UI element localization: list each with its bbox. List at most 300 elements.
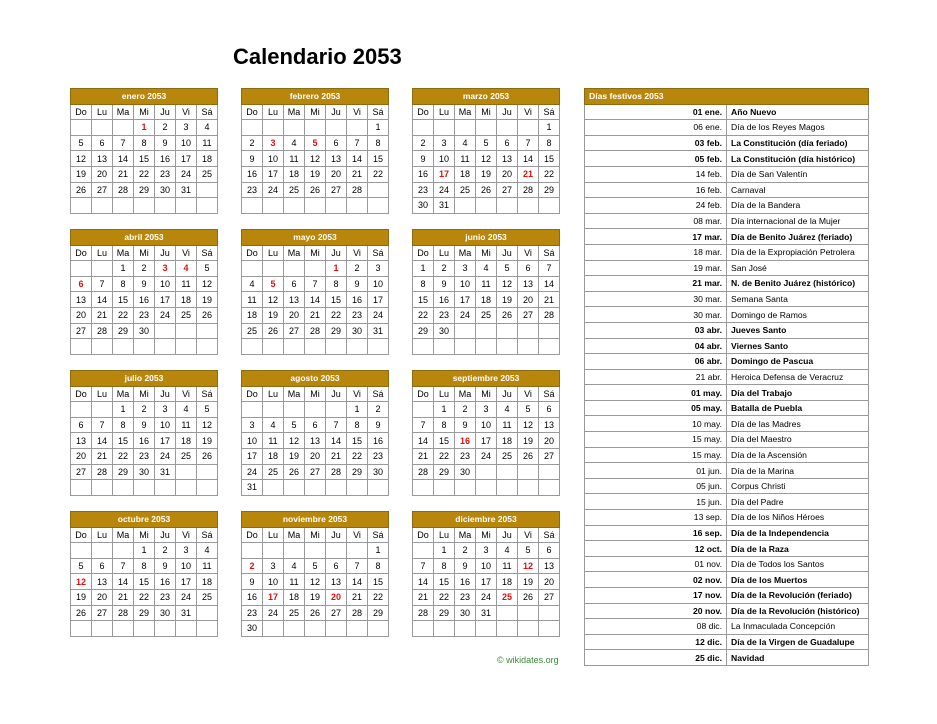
day-cell: 9: [155, 135, 176, 151]
day-cell: [497, 480, 518, 496]
day-cell: 17: [368, 292, 389, 308]
day-cell: [92, 120, 113, 136]
day-cell: 6: [326, 135, 347, 151]
holiday-date: 01 nov.: [585, 556, 727, 572]
holidays-header: Días festivos 2053: [585, 89, 869, 105]
day-cell: 11: [497, 417, 518, 433]
holiday-date: 05 feb.: [585, 151, 727, 167]
day-cell: [476, 464, 497, 480]
day-cell: 5: [263, 276, 284, 292]
day-cell: 16: [242, 166, 263, 182]
holiday-date: 12 dic.: [585, 634, 727, 650]
day-cell: [155, 323, 176, 339]
day-cell: 21: [413, 448, 434, 464]
weekday-header: Lu: [92, 386, 113, 402]
holiday-date: 05 may.: [585, 400, 727, 416]
day-cell: [368, 480, 389, 496]
day-cell: 24: [176, 166, 197, 182]
weekday-header: Mi: [305, 104, 326, 120]
holiday-date: 08 mar.: [585, 213, 727, 229]
day-cell: 6: [71, 417, 92, 433]
weekday-header: Lu: [92, 527, 113, 543]
weekday-header: Ma: [284, 386, 305, 402]
day-cell: 14: [305, 292, 326, 308]
day-cell: 4: [197, 543, 218, 559]
weekday-header: Do: [413, 386, 434, 402]
holiday-row: [585, 120, 869, 136]
weekday-header: Ma: [455, 386, 476, 402]
day-cell: 9: [455, 417, 476, 433]
day-cell: 19: [71, 166, 92, 182]
day-cell: [476, 480, 497, 496]
holiday-name: Día de los Reyes Magos: [727, 120, 869, 136]
day-cell: [518, 120, 539, 136]
day-cell: 4: [176, 261, 197, 277]
day-cell: [113, 120, 134, 136]
holiday-row: [585, 260, 869, 276]
weekday-header: Sá: [368, 245, 389, 261]
day-cell: [113, 621, 134, 637]
day-cell: 22: [113, 307, 134, 323]
day-cell: 24: [476, 589, 497, 605]
day-cell: 6: [539, 402, 560, 418]
day-cell: 4: [476, 261, 497, 277]
day-cell: 19: [497, 292, 518, 308]
day-cell: [242, 543, 263, 559]
holiday-date: 01 jun.: [585, 463, 727, 479]
day-cell: 17: [155, 433, 176, 449]
day-cell: 19: [476, 166, 497, 182]
day-cell: [413, 621, 434, 637]
day-cell: 20: [326, 589, 347, 605]
day-cell: 24: [263, 605, 284, 621]
day-cell: 1: [347, 402, 368, 418]
month-calendar: [241, 370, 389, 496]
weekday-header: Ju: [326, 104, 347, 120]
day-cell: 22: [539, 166, 560, 182]
holiday-name: La Constitución (día feriado): [727, 135, 869, 151]
day-cell: [263, 198, 284, 214]
day-cell: 3: [263, 558, 284, 574]
day-cell: [92, 339, 113, 355]
weekday-header: Ju: [497, 245, 518, 261]
weekday-header: Vi: [176, 386, 197, 402]
day-cell: 16: [434, 292, 455, 308]
day-cell: 11: [176, 276, 197, 292]
day-cell: [176, 464, 197, 480]
day-cell: [497, 464, 518, 480]
day-cell: 5: [197, 261, 218, 277]
day-cell: 26: [197, 307, 218, 323]
day-cell: [284, 480, 305, 496]
day-cell: 10: [263, 574, 284, 590]
day-cell: 7: [113, 558, 134, 574]
day-cell: 2: [242, 558, 263, 574]
day-cell: 10: [476, 558, 497, 574]
day-cell: 20: [284, 307, 305, 323]
day-cell: 24: [263, 182, 284, 198]
day-cell: 14: [113, 574, 134, 590]
day-cell: 20: [497, 166, 518, 182]
day-cell: 20: [92, 589, 113, 605]
weekday-header: Sá: [539, 104, 560, 120]
day-cell: [413, 543, 434, 559]
day-cell: [305, 261, 326, 277]
month-calendar: [241, 229, 389, 355]
day-cell: 20: [305, 448, 326, 464]
day-cell: 25: [176, 448, 197, 464]
day-cell: [71, 402, 92, 418]
weekday-header: Do: [71, 245, 92, 261]
day-cell: 25: [263, 464, 284, 480]
holiday-row: [585, 354, 869, 370]
day-cell: 14: [326, 433, 347, 449]
day-cell: [455, 120, 476, 136]
weekday-header: Ju: [155, 245, 176, 261]
day-cell: 17: [263, 589, 284, 605]
day-cell: [455, 339, 476, 355]
day-cell: [134, 621, 155, 637]
day-cell: 30: [134, 464, 155, 480]
weekday-header: Vi: [518, 245, 539, 261]
day-cell: [539, 480, 560, 496]
day-cell: 2: [155, 543, 176, 559]
day-cell: [326, 621, 347, 637]
day-cell: 25: [497, 589, 518, 605]
holiday-date: 12 oct.: [585, 541, 727, 557]
day-cell: 30: [434, 323, 455, 339]
weekday-header: Mi: [476, 104, 497, 120]
day-cell: 20: [92, 166, 113, 182]
day-cell: 19: [197, 292, 218, 308]
day-cell: 19: [263, 307, 284, 323]
holiday-name: Navidad: [727, 650, 869, 666]
holiday-name: Batalla de Puebla: [727, 400, 869, 416]
day-cell: [242, 261, 263, 277]
holiday-name: Día de los Niños Héroes: [727, 510, 869, 526]
day-cell: [413, 402, 434, 418]
day-cell: 13: [305, 433, 326, 449]
day-cell: 11: [176, 417, 197, 433]
day-cell: 2: [434, 261, 455, 277]
day-cell: 17: [476, 574, 497, 590]
holiday-date: 30 mar.: [585, 307, 727, 323]
day-cell: 23: [413, 182, 434, 198]
day-cell: 8: [539, 135, 560, 151]
weekday-header: Sá: [368, 386, 389, 402]
holiday-name: Día internacional de la Mujer: [727, 213, 869, 229]
day-cell: 23: [347, 307, 368, 323]
day-cell: [197, 605, 218, 621]
day-cell: [497, 605, 518, 621]
day-cell: [263, 543, 284, 559]
day-cell: [92, 402, 113, 418]
day-cell: 25: [242, 323, 263, 339]
day-cell: [284, 339, 305, 355]
day-cell: 31: [155, 464, 176, 480]
day-cell: [497, 339, 518, 355]
day-cell: 4: [284, 558, 305, 574]
day-cell: 11: [197, 558, 218, 574]
day-cell: [134, 480, 155, 496]
weekday-header: Do: [413, 527, 434, 543]
day-cell: 23: [434, 307, 455, 323]
holiday-name: Heroica Defensa de Veracruz: [727, 369, 869, 385]
day-cell: 3: [155, 402, 176, 418]
day-cell: 9: [242, 151, 263, 167]
day-cell: 11: [242, 292, 263, 308]
holiday-date: 19 mar.: [585, 260, 727, 276]
day-cell: 2: [155, 120, 176, 136]
day-cell: 18: [497, 433, 518, 449]
day-cell: 26: [476, 182, 497, 198]
day-cell: [71, 621, 92, 637]
footer-credit[interactable]: © wikidates.org: [497, 655, 559, 665]
holiday-date: 17 mar.: [585, 229, 727, 245]
holiday-name: La Constitución (día histórico): [727, 151, 869, 167]
holiday-name: Día de la Revolución (histórico): [727, 603, 869, 619]
holiday-name: Día de la Virgen de Guadalupe: [727, 634, 869, 650]
day-cell: 24: [242, 464, 263, 480]
day-cell: 4: [497, 402, 518, 418]
day-cell: 25: [455, 182, 476, 198]
weekday-header: Ma: [284, 104, 305, 120]
day-cell: 6: [71, 276, 92, 292]
holiday-date: 21 mar.: [585, 276, 727, 292]
day-cell: 29: [326, 323, 347, 339]
day-cell: 31: [176, 182, 197, 198]
day-cell: 24: [176, 589, 197, 605]
day-cell: [305, 543, 326, 559]
day-cell: 25: [284, 182, 305, 198]
holiday-name: San José: [727, 260, 869, 276]
day-cell: 29: [434, 464, 455, 480]
day-cell: 22: [368, 166, 389, 182]
day-cell: [155, 480, 176, 496]
day-cell: [197, 621, 218, 637]
day-cell: [413, 480, 434, 496]
day-cell: [347, 339, 368, 355]
day-cell: 23: [368, 448, 389, 464]
day-cell: 26: [71, 182, 92, 198]
day-cell: 13: [71, 292, 92, 308]
day-cell: [71, 543, 92, 559]
day-cell: 14: [518, 151, 539, 167]
day-cell: 19: [305, 166, 326, 182]
day-cell: 17: [476, 433, 497, 449]
holiday-date: 24 feb.: [585, 198, 727, 214]
day-cell: 1: [434, 543, 455, 559]
day-cell: 11: [284, 574, 305, 590]
day-cell: 30: [134, 323, 155, 339]
day-cell: 14: [92, 433, 113, 449]
day-cell: 7: [113, 135, 134, 151]
holiday-date: 15 may.: [585, 447, 727, 463]
day-cell: 22: [434, 589, 455, 605]
day-cell: [326, 339, 347, 355]
day-cell: 3: [155, 261, 176, 277]
holiday-row: [585, 603, 869, 619]
day-cell: 13: [284, 292, 305, 308]
day-cell: [455, 621, 476, 637]
day-cell: 3: [176, 120, 197, 136]
day-cell: 15: [347, 433, 368, 449]
day-cell: 6: [497, 135, 518, 151]
weekday-header: Vi: [176, 104, 197, 120]
month-calendar: [70, 88, 218, 214]
day-cell: 23: [134, 307, 155, 323]
day-cell: [347, 120, 368, 136]
day-cell: 2: [347, 261, 368, 277]
day-cell: 31: [476, 605, 497, 621]
day-cell: [92, 261, 113, 277]
day-cell: 22: [134, 589, 155, 605]
day-cell: [326, 543, 347, 559]
day-cell: 15: [134, 574, 155, 590]
day-cell: [539, 464, 560, 480]
day-cell: 1: [368, 120, 389, 136]
day-cell: 13: [326, 574, 347, 590]
holiday-name: Año Nuevo: [727, 104, 869, 120]
day-cell: [134, 198, 155, 214]
holiday-date: 04 abr.: [585, 338, 727, 354]
day-cell: 29: [434, 605, 455, 621]
day-cell: 1: [113, 261, 134, 277]
day-cell: 14: [539, 276, 560, 292]
holiday-name: Día de la Expropiación Petrolera: [727, 244, 869, 260]
holiday-name: Día de los Muertos: [727, 572, 869, 588]
day-cell: [305, 402, 326, 418]
day-cell: [518, 464, 539, 480]
day-cell: 18: [284, 166, 305, 182]
holiday-name: La Inmaculada Concepción: [727, 619, 869, 635]
day-cell: 10: [242, 433, 263, 449]
day-cell: 14: [92, 292, 113, 308]
day-cell: 15: [326, 292, 347, 308]
day-cell: 16: [134, 292, 155, 308]
day-cell: 4: [263, 417, 284, 433]
day-cell: 18: [284, 589, 305, 605]
day-cell: [71, 198, 92, 214]
day-cell: 27: [284, 323, 305, 339]
day-cell: 2: [134, 402, 155, 418]
holiday-name: Corpus Christi: [727, 478, 869, 494]
month-calendar: [70, 229, 218, 355]
holiday-row: [585, 510, 869, 526]
holiday-row: [585, 400, 869, 416]
day-cell: 26: [284, 464, 305, 480]
weekday-header: Lu: [434, 104, 455, 120]
day-cell: 17: [242, 448, 263, 464]
weekday-header: Lu: [263, 386, 284, 402]
holiday-name: Día del Padre: [727, 494, 869, 510]
day-cell: 17: [434, 166, 455, 182]
day-cell: [284, 198, 305, 214]
weekday-header: Ju: [155, 527, 176, 543]
day-cell: 21: [92, 307, 113, 323]
day-cell: [518, 480, 539, 496]
weekday-header: Mi: [476, 386, 497, 402]
day-cell: 16: [134, 433, 155, 449]
weekday-header: Vi: [347, 104, 368, 120]
weekday-header: Do: [242, 386, 263, 402]
day-cell: 22: [326, 307, 347, 323]
day-cell: 10: [155, 276, 176, 292]
day-cell: 7: [347, 135, 368, 151]
weekday-header: Do: [242, 527, 263, 543]
day-cell: 15: [368, 574, 389, 590]
day-cell: 25: [284, 605, 305, 621]
day-cell: 4: [242, 276, 263, 292]
day-cell: 3: [176, 543, 197, 559]
holidays-table: [584, 88, 869, 666]
weekday-header: Ma: [284, 527, 305, 543]
holiday-row: [585, 447, 869, 463]
month-calendar: [412, 229, 560, 355]
day-cell: [476, 339, 497, 355]
month-title: julio 2053: [71, 371, 218, 387]
day-cell: 16: [155, 151, 176, 167]
month-calendar: [412, 370, 560, 496]
holiday-row: [585, 572, 869, 588]
day-cell: 1: [539, 120, 560, 136]
holiday-row: [585, 338, 869, 354]
day-cell: 22: [113, 448, 134, 464]
day-cell: 12: [497, 276, 518, 292]
day-cell: 6: [284, 276, 305, 292]
day-cell: [155, 198, 176, 214]
weekday-header: Lu: [263, 527, 284, 543]
weekday-header: Ju: [326, 245, 347, 261]
month-calendar: [241, 88, 389, 214]
day-cell: 28: [413, 464, 434, 480]
day-cell: [134, 339, 155, 355]
day-cell: [242, 120, 263, 136]
weekday-header: Mi: [305, 245, 326, 261]
day-cell: 15: [434, 433, 455, 449]
day-cell: 29: [134, 182, 155, 198]
day-cell: 27: [92, 182, 113, 198]
holiday-row: [585, 588, 869, 604]
day-cell: 25: [497, 448, 518, 464]
day-cell: 26: [518, 589, 539, 605]
day-cell: 26: [518, 448, 539, 464]
day-cell: 12: [197, 276, 218, 292]
day-cell: 12: [305, 151, 326, 167]
day-cell: [197, 464, 218, 480]
day-cell: 21: [539, 292, 560, 308]
day-cell: [155, 621, 176, 637]
holiday-date: 06 abr.: [585, 354, 727, 370]
day-cell: 28: [113, 182, 134, 198]
day-cell: 7: [92, 276, 113, 292]
day-cell: 16: [413, 166, 434, 182]
day-cell: 5: [71, 135, 92, 151]
day-cell: 29: [539, 182, 560, 198]
day-cell: [347, 543, 368, 559]
day-cell: 2: [413, 135, 434, 151]
day-cell: 3: [434, 135, 455, 151]
holiday-date: 01 may.: [585, 385, 727, 401]
day-cell: 26: [305, 182, 326, 198]
day-cell: 15: [413, 292, 434, 308]
day-cell: 8: [434, 417, 455, 433]
day-cell: 8: [134, 558, 155, 574]
day-cell: 6: [92, 135, 113, 151]
day-cell: 12: [71, 151, 92, 167]
day-cell: 27: [539, 589, 560, 605]
holiday-date: 05 jun.: [585, 478, 727, 494]
